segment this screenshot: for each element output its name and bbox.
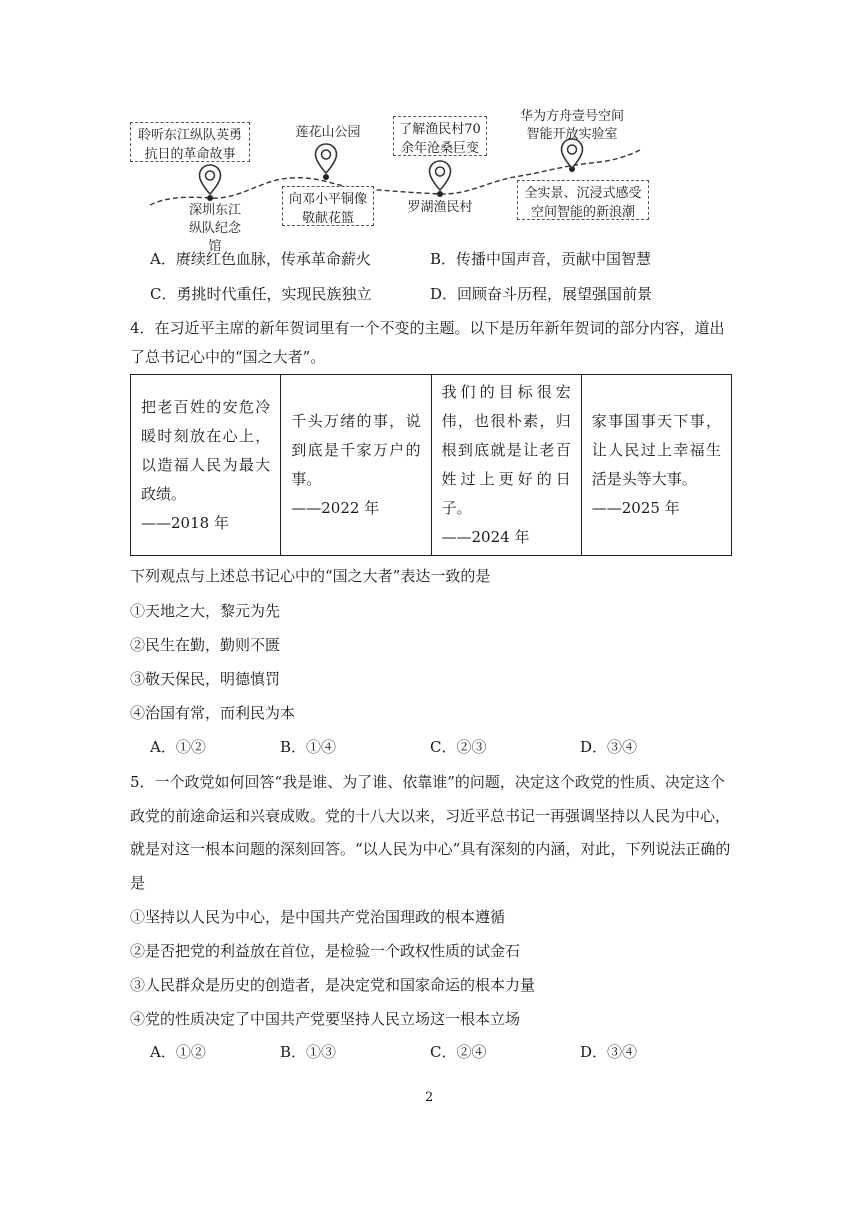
q5-stem-line-1: 5．一个政党如何回答“我是谁、为了谁、依靠谁”的问题，决定这个政党的性质、决定这个 <box>130 773 725 791</box>
q4-stem-line-2: 了总书记心中的“国之大者”。 <box>130 348 326 366</box>
quote-cell-2024 <box>431 375 581 556</box>
q5-item-3: ③人民群众是历史的创造者，是决定党和国家命运的根本力量 <box>130 976 536 994</box>
q5-item-4: ④党的性质决定了中国共产党要坚持人民立场这一根本立场 <box>130 1010 521 1028</box>
q5-option-d[interactable]: D．③④ <box>580 1043 638 1061</box>
quote-year: ——2024 年 <box>441 528 530 546</box>
q3-option-c[interactable]: C．勇挑时代重任，实现民族独立 <box>150 285 372 303</box>
q4-question: 下列观点与上述总书记心中的“国之大者”表达一致的是 <box>130 567 491 585</box>
q4-quote-table <box>130 374 732 556</box>
q5-item-1: ①坚持以人民为中心，是中国共产党治国理政的根本遵循 <box>130 908 506 926</box>
quote-text: 家事国事天下事，让人民过上幸福生活是头等大事。 <box>591 412 721 488</box>
q5-stem-line-2: 政党的前途命运和兴衰成败。党的十八大以来，习近平总书记一再强调坚持以人民为中心， <box>130 807 731 825</box>
location-pin-icon <box>198 164 222 196</box>
quote-text: 把老百姓的安危冷暖时刻放在心上，以造福人民为最大政绩。 <box>141 397 271 503</box>
q4-item-1: ①天地之大，黎元为先 <box>130 602 281 620</box>
q4-option-b[interactable]: B．①④ <box>280 738 337 756</box>
q4-option-c[interactable]: C．②③ <box>430 738 487 756</box>
q5-option-c[interactable]: C．②④ <box>430 1043 487 1061</box>
q4-item-4: ④治国有常，而利民为本 <box>130 704 296 722</box>
page-number: 2 <box>425 1090 434 1105</box>
quote-text: 我们的目标很宏伟，也很朴素，归根到底就是让老百姓过上更好的日子。 <box>441 383 571 517</box>
route-label-luohu-yumin-village: 罗湖渔民村 <box>407 200 473 215</box>
quote-cell-2018 <box>131 375 281 556</box>
q5-option-b[interactable]: B．①③ <box>280 1043 337 1061</box>
route-box-dongjiang-story: 聆听东江纵队英勇抗日的革命故事 <box>130 122 250 162</box>
q3-option-d[interactable]: D．回顾奋斗历程，展望强国前景 <box>430 285 653 303</box>
quote-year: ——2018 年 <box>141 513 229 532</box>
q3-option-b[interactable]: B．传播中国声音，贡献中国智慧 <box>430 250 652 268</box>
q5-stem-line-3: 就是对这一根本问题的深刻回答。“以人民为中心”具有深刻的内涵，对此，下列说法正确的 <box>130 840 731 858</box>
q4-option-a[interactable]: A．①② <box>150 738 206 756</box>
quote-cell-2025 <box>581 375 731 556</box>
q4-option-d[interactable]: D．③④ <box>580 738 638 756</box>
quote-year: ——2022 年 <box>291 499 380 517</box>
route-label-lianhuashan-park: 莲花山公园 <box>295 125 361 140</box>
q5-stem-line-4: 是 <box>130 874 146 892</box>
q5-option-a[interactable]: A．①② <box>150 1043 206 1061</box>
quote-cell-2022 <box>281 375 431 556</box>
q5-item-2: ②是否把党的利益放在首位，是检验一个政权性质的试金石 <box>130 942 521 960</box>
route-box-deng-statue: 向邓小平铜像敬献花篮 <box>282 186 374 226</box>
route-box-spatial-intelligence: 全实景、沉浸式感受空间智能的新浪潮 <box>517 180 649 220</box>
location-pin-icon <box>428 160 452 192</box>
route-label-dongjiang-memorial: 深圳东江纵队纪念馆 <box>188 203 241 254</box>
location-pin-icon <box>314 143 338 175</box>
route-label-huawei-lab: 华为方舟壹号空间智能开放实验室 <box>519 109 624 142</box>
route-box-yumin-village-change: 了解渔民村70余年沧桑巨变 <box>393 116 487 156</box>
quote-text: 千头万绪的事，说到底是千家万户的事。 <box>291 412 421 488</box>
q3-option-a[interactable]: A．赓续红色血脉，传承革命薪火 <box>150 250 371 268</box>
q4-item-3: ③敬天保民，明德慎罚 <box>130 670 281 688</box>
q4-stem-line-1: 4．在习近平主席的新年贺词里有一个不变的主题。以下是历年新年贺词的部分内容，道出 <box>130 319 725 337</box>
q4-item-2: ②民生在勤，勤则不匮 <box>130 636 281 654</box>
quote-year: ——2025 年 <box>591 499 680 517</box>
